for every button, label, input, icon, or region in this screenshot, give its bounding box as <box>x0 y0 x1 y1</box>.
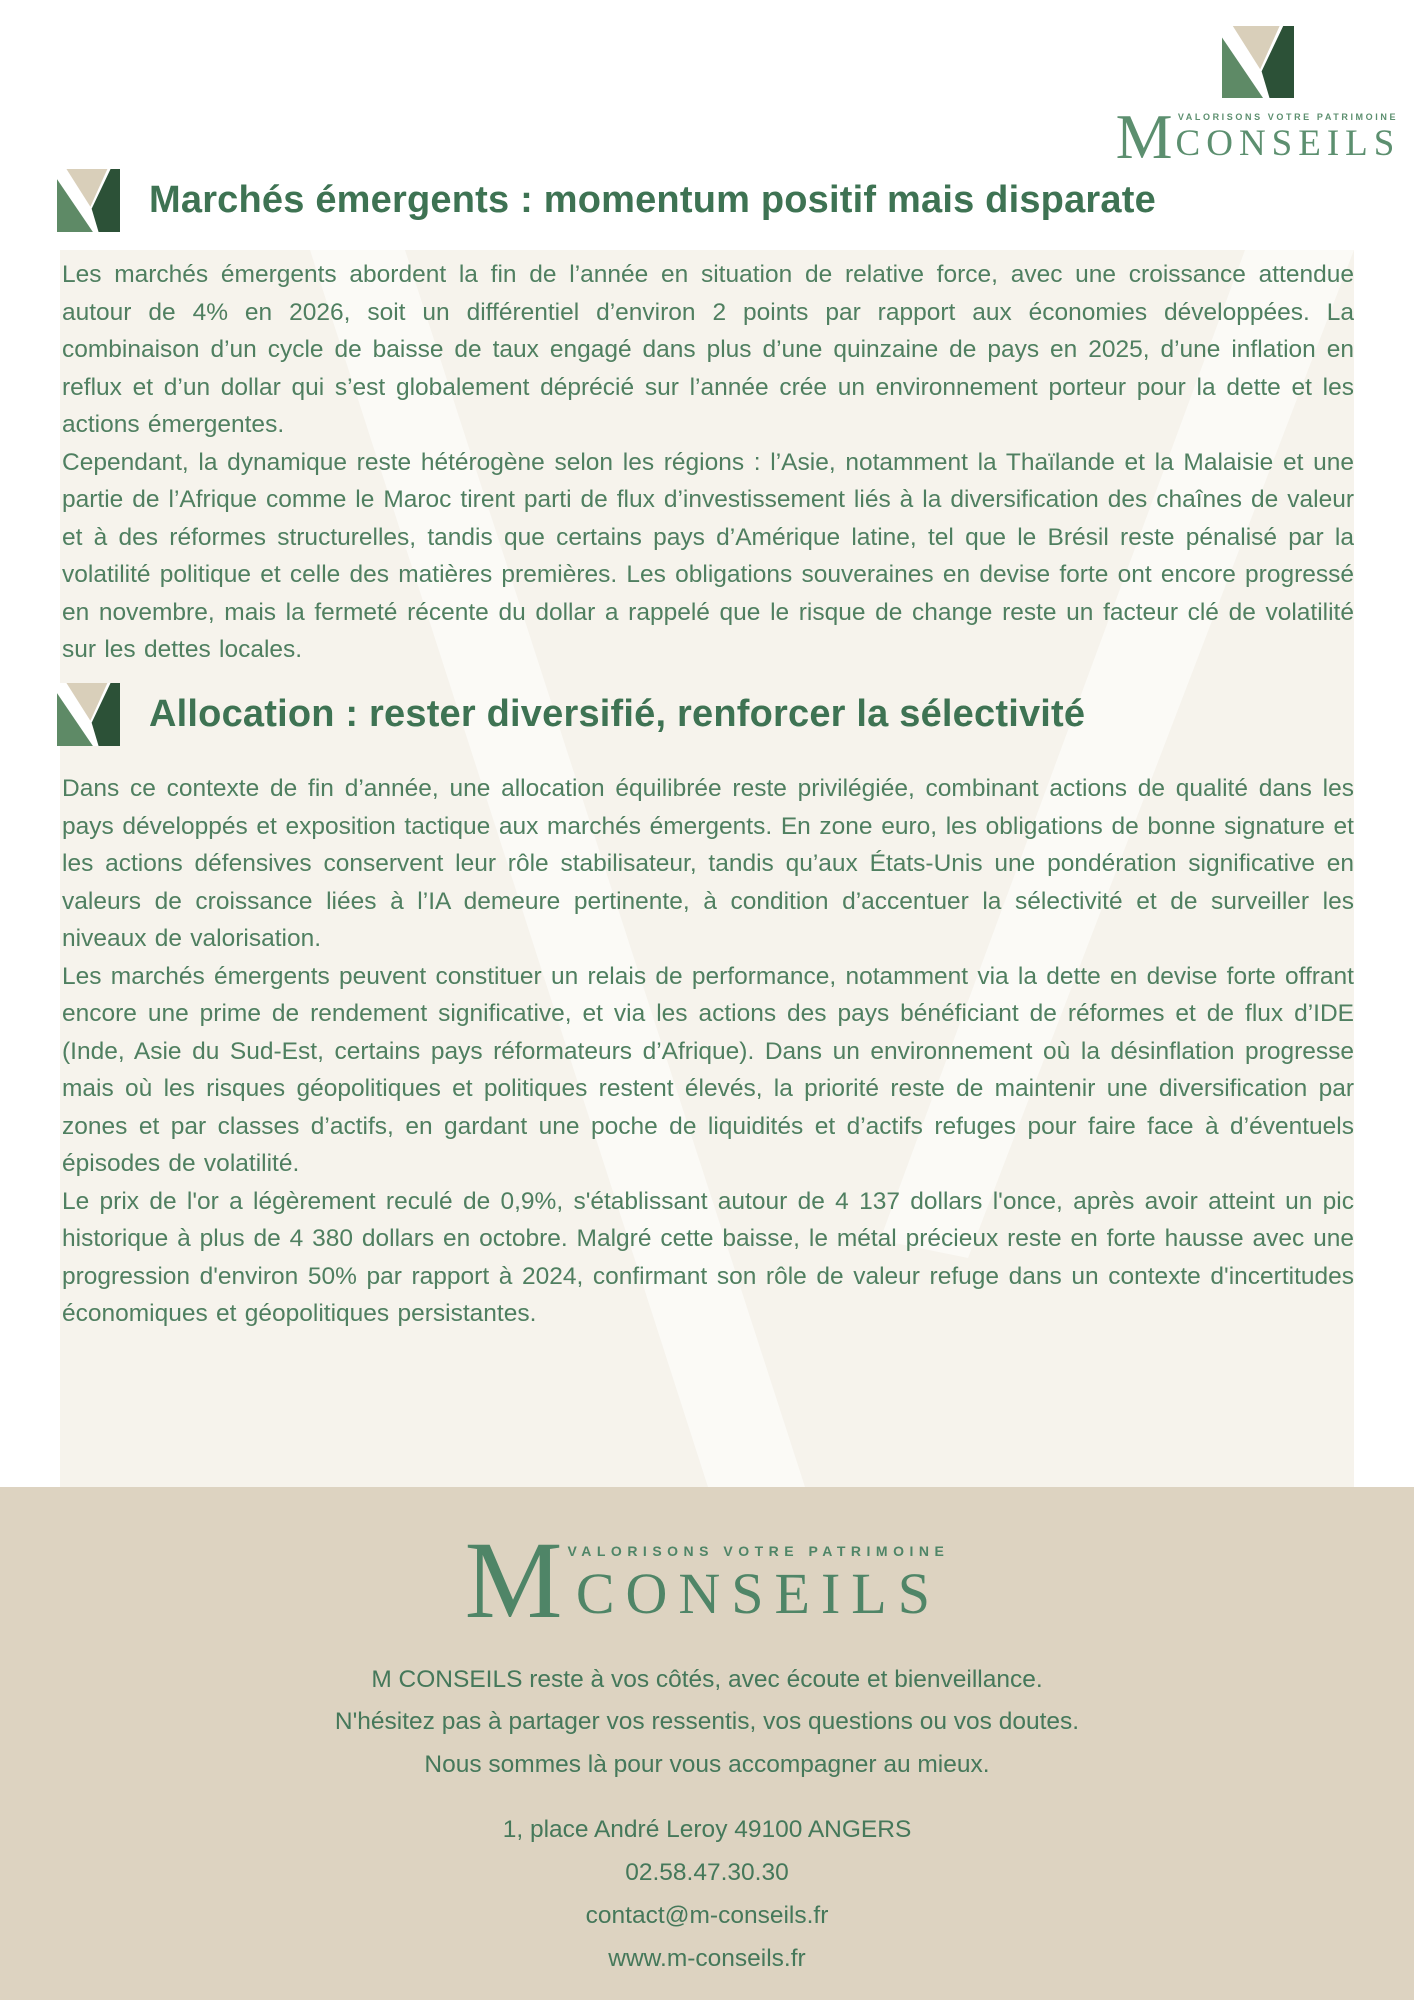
footer-website-link[interactable]: www.m-conseils.fr <box>608 1945 806 1973</box>
section-title: Marchés émergents : momentum positif mais disparate <box>149 179 1156 221</box>
footer-address: 1, place André Leroy 49100 ANGERS <box>502 1816 912 1844</box>
section-heading-markets <box>57 169 1156 232</box>
section-body-markets <box>62 256 1354 669</box>
brand-tagline: VALORISONS VOTRE PATRIMOINE <box>1177 112 1399 122</box>
footer-email-link[interactable]: contact@m-conseils.fr <box>585 1902 829 1930</box>
brand-wordmark <box>1115 101 1401 173</box>
brand-logo <box>1115 26 1401 173</box>
section-marker-icon <box>57 683 120 746</box>
footer-contact <box>503 1808 912 1980</box>
body-paragraph: Cependant, la dynamique reste hétérogène selon les régions : l’Asie, notamment la Thaïlande et la Malaisie et une partie de l’Afrique comme le Maroc tirent parti de flux d’investissement liés à la diversification des chaînes de valeur et à des réformes structurelles, tandis que certains pays d’Amérique latine, tel que le Brésil reste pénalisé par la volatilité politique et celle des matières premières. Les obligations souveraines en devise forte ont encore progressé en novembre, mais la fermeté récente du dollar a rappelé que le risque de change reste un facteur clé de volatilité sur les dettes locales. <box>62 448 1354 663</box>
footer-brand-logo <box>464 1519 950 1641</box>
footer-brand-tagline: VALORISONS VOTRE PATRIMOINE <box>567 1542 950 1559</box>
brand-mark-icon <box>1222 26 1294 98</box>
footer-message-line: N'hésitez pas à partager vos ressentis, vos questions ou vos doutes. <box>334 1708 1080 1736</box>
footer <box>0 1487 1414 2000</box>
section-marker-icon <box>57 169 120 232</box>
body-paragraph: Le prix de l'or a légèrement reculé de 0,9%, s'établissant autour de 4 137 dollars l'once, après avoir atteint un pic historique à plus de 4 380 dollars en octobre. Malgré cette baisse, le métal précieux reste en forte hausse avec une progression d'environ 50% par rapport à 2024, confirmant son rôle de valeur refuge dans un contexte d'incertitudes économiques et géopolitiques persistantes. <box>62 1187 1354 1327</box>
footer-phone: 02.58.47.30.30 <box>625 1859 789 1887</box>
body-paragraph: Les marchés émergents abordent la fin de l’année en situation de relative force, avec une croissance attendue autour de 4% en 2026, soit un différentiel d’environ 2 points par rapport aux économies développées. La combinaison d’un cycle de baisse de taux engagé dans plus d’une quinzaine de pays en 2025, d’une inflation en reflux et d’un dollar qui s’est globalement déprécié sur l’année crée un environnement porteur pour la dette et les actions émergentes. <box>62 261 1354 438</box>
footer-message-line: Nous sommes là pour vous accompagner au mieux. <box>424 1750 990 1778</box>
footer-wordmark-m: M <box>464 1519 563 1641</box>
brand-wordmark-name: CONSEILS <box>1175 123 1401 164</box>
footer-messages <box>335 1659 1079 1787</box>
footer-message-line: M CONSEILS reste à vos côtés, avec écoute et bienveillance. <box>371 1665 1043 1693</box>
body-paragraph: Les marchés émergents peuvent constituer un relais de performance, notamment via la dette en devise forte offrant encore une prime de rendement significative, et via les actions des pays bénéficiant de réformes et de flux d’IDE (Inde, Asie du Sud-Est, certains pays réformateurs d’Afrique). Dans un environnement où la désinflation progresse mais où les risques géopolitiques et politiques restent élevés, la priorité reste de maintenir une diversification par zones et par classes d’actifs, en gardant une poche de liquidités et d’actifs refuges pour faire face à d’éventuels épisodes de volatilité. <box>62 962 1354 1177</box>
body-paragraph: Dans ce contexte de fin d’année, une allocation équilibrée reste privilégiée, combinant actions de qualité dans les pays développés et exposition tactique aux marchés émergents. En zone euro, les obligations de bonne signature et les actions défensives conservent leur rôle stabilisateur, tandis qu’aux États-Unis une pondération significative en valeurs de croissance liées à l’IA demeure pertinente, à condition d’accentuer la sélectivité et de surveiller les niveaux de valorisation. <box>62 775 1354 952</box>
section-title: Allocation : rester diversifié, renforcer la sélectivité <box>149 693 1086 735</box>
section-heading-allocation <box>57 683 1085 746</box>
footer-wordmark-name: CONSEILS <box>575 1560 941 1626</box>
section-body-allocation <box>62 770 1354 1333</box>
brand-wordmark-m: M <box>1115 101 1173 173</box>
